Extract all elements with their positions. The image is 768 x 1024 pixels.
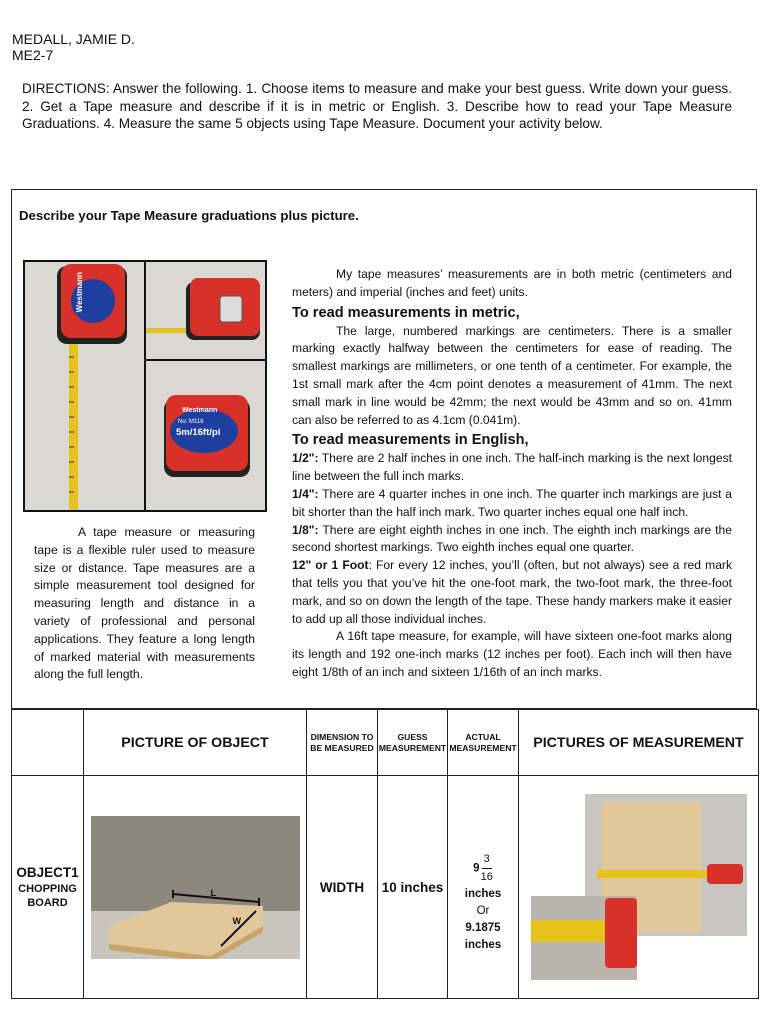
tape-photo-extended (25, 262, 144, 510)
table-row (12, 776, 759, 999)
metric-text: The large, numbered markings are centimeters. There is a smaller marking exactly halfway between the centimeters for ease of reading. The smallest markings are millimeters, or one tenth of a centimeter. For example, the 1st small mark after the 4cm point denotes a measurement of 41mm. The next small mark in line would be 42mm; the next would be 43mm and so on. 41mm can also be referred to as 4.1cm (0.041m). (292, 323, 732, 427)
board-width-label: W (232, 915, 241, 926)
actual-decimal: 9.1875 (465, 921, 501, 934)
actual-fraction: $\frac{3}{16}$ (480, 852, 493, 883)
student-section: ME2-7 (12, 47, 54, 63)
foot-text: 12" or 1 Foot: For every 12 inches, you’ll (often, but not always) see a red mark that tells you that you’ve hit the one-foot mark, the two-foot mark, the three-foot mark, and so on down the length of the tape. These handy markers make it easier to add up all those individual inches. (292, 558, 732, 626)
graduations-heading: Describe your Tape Measure graduations plus picture. (19, 208, 359, 223)
graduation-explanation (292, 266, 732, 682)
guess-cell: 10 inches (378, 776, 448, 999)
header-picture-of-object: PICTURE OF OBJECT (84, 710, 307, 776)
header-actual: ACTUAL MEASUREMENT (448, 710, 519, 776)
header-pictures-of-measurement: PICTURES OF MEASUREMENT (519, 710, 759, 776)
object-name: CHOPPING BOARD (18, 882, 77, 909)
quarter-inch-text: 1/4": There are 4 quarter inches in one inch. The quarter inch markings are just a bit shorter than the half inch mark. Two quarter inches equal one half inch. (292, 486, 732, 519)
foot-label: 12" or 1 Foot (292, 558, 369, 573)
dimension-cell: WIDTH (307, 776, 378, 999)
table-header-row (12, 710, 759, 776)
header-guess: GUESS MEASUREMENT (378, 710, 448, 776)
measurement-photos (531, 794, 747, 980)
actual-unit: inches (464, 887, 502, 900)
student-name: MEDALL, JAMIE D. (12, 31, 135, 47)
measurement-table (11, 709, 759, 999)
eighth-inch-label: 1/8": (292, 522, 319, 537)
tape-model-label: No: M116 (178, 419, 204, 425)
actual-whole: 9 (473, 862, 480, 875)
actual-cell (448, 776, 519, 999)
half-inch-label: 1/2": (292, 451, 319, 466)
english-heading: To read measurements in English, (292, 432, 529, 449)
header-empty (12, 710, 84, 776)
tape-size-label: 5m/16ft/pi (176, 427, 221, 438)
actual-or: Or (476, 904, 490, 917)
metric-heading: To read measurements in metric, (292, 304, 520, 321)
board-length-label: L (210, 887, 216, 898)
chopping-board-photo (91, 816, 300, 959)
object-label-cell (12, 776, 84, 999)
directions-text: DIRECTIONS: Answer the following. 1. Choose items to measure and make your best guess. Write down your guess. 2. Get a Tape measure and describe if it is in metric or English. 3. Describe how to read your Tape Measure Graduations. 4. Measure the same 5 objects using Tape Measure. Document your activity below. (22, 81, 732, 131)
header-dimension: DIMENSION TO BE MEASURED (307, 710, 378, 776)
tape-brand-label: Westmann (75, 272, 84, 313)
units-intro: My tape measures’ measurements are in both metric (centimeters and meters) and imperial (inches and feet) units. (292, 267, 732, 299)
quarter-inch-label: 1/4": (292, 486, 319, 501)
tape-photo-front (146, 361, 265, 510)
tape-measure-description: A tape measure or measuring tape is a flexible ruler used to measure size or distance. Tape measures are a simple measurement tool designed for measuring length and distance in a variety of professional and personal applications. They feature a long length of marked material with measurements along the full length. (34, 525, 255, 682)
tape-measure-photos (23, 260, 267, 512)
object-picture-cell (84, 776, 307, 999)
half-inch-text: 1/2": There are 2 half inches in one inch. The half-inch marking is the next longest line between the full inch marks. (292, 451, 732, 484)
object-number: OBJECT1 (16, 864, 79, 880)
eighth-inch-text: 1/8": There are eight eighth inches in one inch. The eighth inch markings are the second shortest markings. Two eighth inches equal one quarter. (292, 522, 732, 555)
actual-unit-2: inches (464, 938, 502, 951)
measurement-pictures-cell (519, 776, 759, 999)
tape-photo-side (146, 262, 265, 359)
example-text: A 16ft tape measure, for example, will have sixteen one-foot marks along its length and 192 one-inch marks (12 inches per foot). Each inch will then have eight 1/8th of an inch and sixteen 1/16th of an inch marks. (292, 629, 732, 679)
tape-brand-label-front: Westmann (182, 407, 218, 414)
